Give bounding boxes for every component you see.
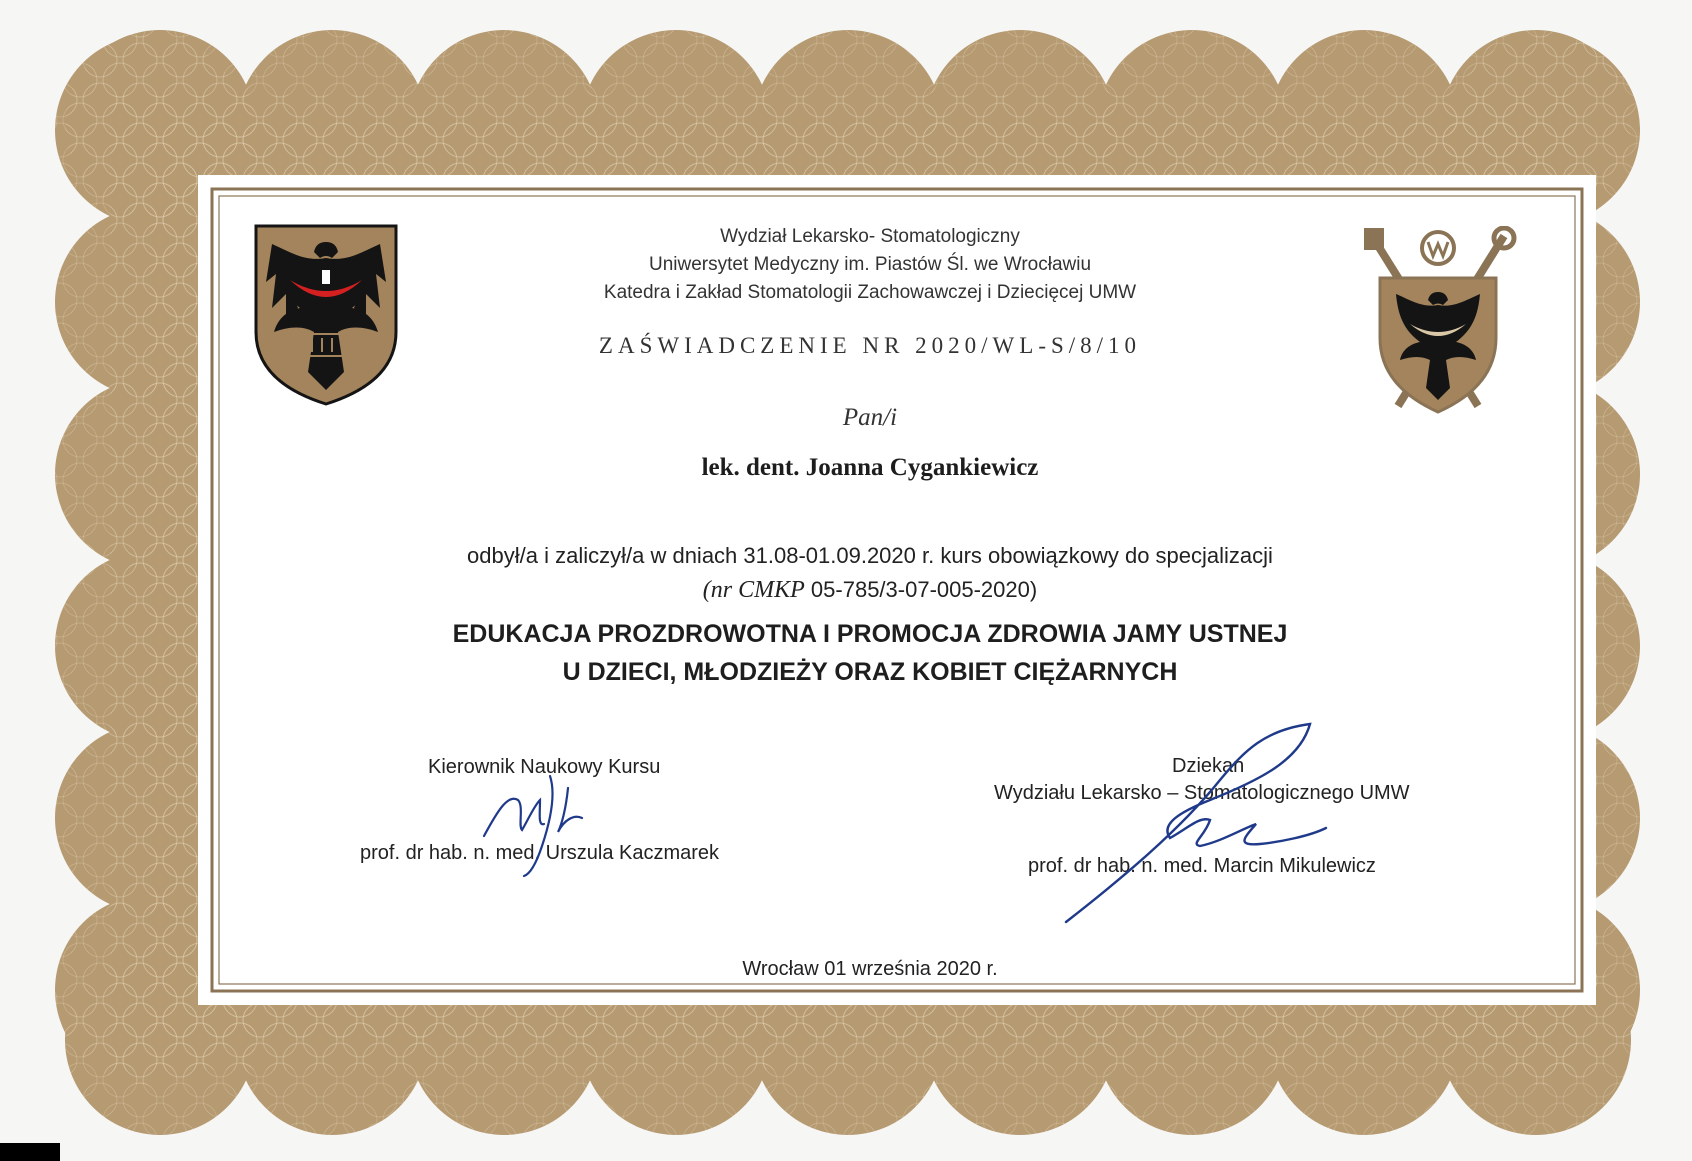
cmkp-number: 05-785/3-07-005-2020) <box>810 577 1038 602</box>
silesian-eagle-coat-of-arms-icon <box>252 222 400 408</box>
right-signatory-name: prof. dr hab. n. med. Marcin Mikulewicz <box>1028 855 1376 877</box>
salutation: Pan/i <box>842 404 898 431</box>
right-signature <box>1060 720 1330 930</box>
course-title-line2: U DZIECI, MŁODZIEŻY ORAZ KOBIET CIĘŻARNYCH <box>562 658 1178 686</box>
place-and-date: Wrocław 01 września 2020 r. <box>742 958 998 980</box>
course-title-line1: EDUKACJA PROZDROWOTNA I PROMOCJA ZDROWIA JAMY USTNEJ <box>452 620 1288 648</box>
university-name: Uniwersytet Medyczny im. Piastów Śl. we Wrocławiu <box>648 254 1092 275</box>
recipient-name: lek. dent. Joanna Cygankiewicz <box>701 454 1039 481</box>
department-name: Katedra i Zakład Stomatologii Zachowawczej i Dziecięcej UMW <box>603 282 1137 303</box>
right-signatory-role-title: Dziekan <box>1172 755 1245 777</box>
left-signature <box>478 770 628 880</box>
completion-statement: odbył/a i zaliczył/a w dniach 31.08-01.09.2020 r. kurs obowiązkowy do specjalizacji <box>467 543 1273 568</box>
cmkp-prefix: (nr CMKP <box>702 577 805 603</box>
left-signatory-name: prof. dr hab. n. med. Urszula Kaczmarek <box>360 842 720 864</box>
certificate-title: ZAŚWIADCZENIE NR 2020/WL-S/8/10 <box>598 333 1142 358</box>
cmkp-reference <box>0 577 1692 604</box>
right-signatory-role-faculty: Wydziału Lekarsko – Stomatologicznego UMW <box>994 782 1410 804</box>
left-signatory-role: Kierownik Naukowy Kursu <box>428 756 661 778</box>
faculty-name: Wydział Lekarsko- Stomatologiczny <box>720 226 1020 247</box>
scan-edge <box>0 1143 60 1161</box>
